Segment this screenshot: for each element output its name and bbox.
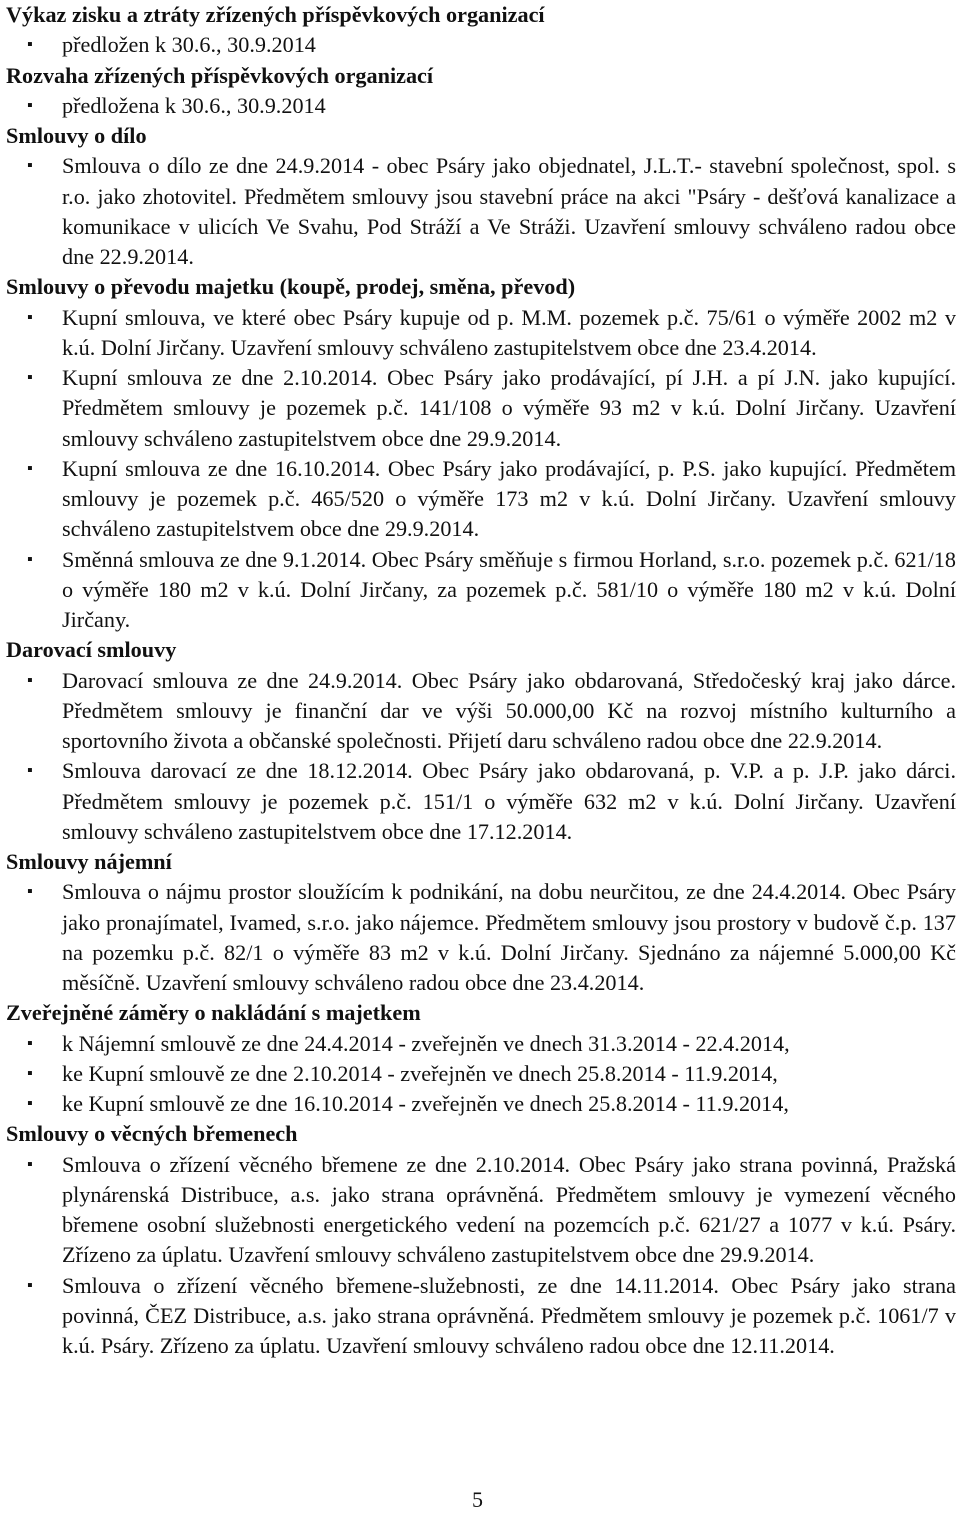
bullet-icon: ▪ xyxy=(27,96,33,114)
list-item-text: předložena k 30.6., 30.9.2014 xyxy=(62,92,326,118)
list-item xyxy=(6,1089,956,1119)
list-item-text: předložen k 30.6., 30.9.2014 xyxy=(62,32,316,58)
list-item xyxy=(6,545,956,636)
list-item xyxy=(6,363,956,454)
bullet-icon: ▪ xyxy=(27,1064,33,1082)
section-heading-vecna-bremena: Smlouvy o věcných břemenech xyxy=(6,1121,298,1147)
list-item xyxy=(6,1150,956,1271)
section-heading-prevod-majetku: Smlouvy o převodu majetku (koupě, prodej, směna, převod) xyxy=(6,274,576,300)
list-item-text: Kupní smlouva ze dne 16.10.2014. Obec Psáry jako prodávající, p. P.S. jako kupující. Předmětem smlouvy je pozemek p.č. 465/520 o výměře 173 m2 v k.ú. Dolní Jirčany. Uzavření smlouvy schváleno zastupitelstvem obce dne 29.9.2014. xyxy=(62,455,956,542)
list-item-text: Smlouva o zřízení věcného břemene ze dne 2.10.2014. Obec Psáry jako strana povinná, Pražská plynárenská Distribuce, a.s. jako strana oprávněná. Předmětem smlouvy je vymezení věcného břemene osobní služebnosti energetického vedení na pozemcích p.č. 621/27 a 1077 v k.ú. Psáry. Zřízeno za úplatu. Uzavření smlouvy schváleno zastupitelstvem obce dne 29.9.2014. xyxy=(62,1151,956,1268)
list-item xyxy=(6,666,956,757)
bullet-icon: ▪ xyxy=(27,1276,33,1294)
bullet-icon: ▪ xyxy=(27,157,33,175)
section-heading-najemni-smlouvy: Smlouvy nájemní xyxy=(6,849,172,874)
list-item-text: Smlouva o nájmu prostor sloužícím k podnikání, na dobu neurčitou, ze dne 24.4.2014. Obec Psáry jako pronajímatel, Ivamed, s.r.o. jako nájemce. Předmětem smlouvy jsou prostory v budově č.p. 137 na pozemku p.č. 82/1 o výměře 83 m2 v k.ú. Dolní Jirčany. Sjednáno za nájemné 5.000,00 Kč měsíčně. Uzavření smlouvy schváleno radou obce dne 23.4.2014. xyxy=(62,879,956,995)
list-item-text: Smlouva o dílo ze dne 24.9.2014 - obec Psáry jako objednatel, J.L.T.- stavební společnost, spol. s r.o. jako zhotovitel. Předmětem smlouvy jsou stavební práce na akci "Psáry - dešťová kanalizace a komunikace v ulicích Ve Svahu, Pod Stráží a Ve Stráži. Uzavření smlouvy schváleno radou obce dne 22.9.2014. xyxy=(62,153,956,269)
section-heading-rozvaha: Rozvaha zřízených příspěvkových organizací xyxy=(6,62,434,88)
list-item-text: Směnná smlouva ze dne 9.1.2014. Obec Psáry směňuje s firmou Horland, s.r.o. pozemek p.č. 621/18 o výměře 180 m2 v k.ú. Dolní Jirčany, za pozemek p.č. 581/10 o výměře 180 m2 v k.ú. Dolní Jirčany. xyxy=(62,546,956,632)
section-heading-smlouvy-o-dilo: Smlouvy o dílo xyxy=(6,123,147,148)
list-item xyxy=(6,877,956,998)
bullet-icon: ▪ xyxy=(27,308,33,326)
list-item xyxy=(6,30,956,60)
bullet-icon: ▪ xyxy=(27,550,33,568)
bullet-icon: ▪ xyxy=(27,369,33,386)
list-item-text: Smlouva darovací ze dne 18.12.2014. Obec Psáry jako obdarovaná, p. V.P. a p. J.P. jako dárci. Předmětem smlouvy je pozemek p.č. 151/1 o výměře 632 m2 v k.ú. Dolní Jirčany. Uzavření smlouvy schváleno zastupitelstvem obce dne 17.12.2014. xyxy=(62,758,956,844)
list-item-text: ke Kupní smlouvě ze dne 2.10.2014 - zveřejněn ve dnech 25.8.2014 - 11.9.2014, xyxy=(62,1060,778,1086)
bullet-icon: ▪ xyxy=(27,459,33,477)
section-heading-zverejnene-zamery: Zveřejněné záměry o nakládání s majetkem xyxy=(6,1000,421,1026)
page-number: 5 xyxy=(472,1487,483,1512)
bullet-icon: ▪ xyxy=(27,1095,33,1112)
bullet-icon: ▪ xyxy=(27,1155,33,1173)
list-item xyxy=(6,454,956,545)
list-item xyxy=(6,151,956,272)
bullet-icon: ▪ xyxy=(27,1034,33,1052)
list-item-text: Kupní smlouva, ve které obec Psáry kupuje od p. M.M. pozemek p.č. 75/61 o výměře 2002 m2 v k.ú. Dolní Jirčany. Uzavření smlouvy schváleno zastupitelstvem obce dne 23.4.2014. xyxy=(62,304,956,360)
list-item-text: Smlouva o zřízení věcného břemene-služebnosti, ze dne 14.11.2014. Obec Psáry jako strana povinná, ČEZ Distribuce, a.s. jako strana oprávněná. Předmětem smlouvy je pozemek p.č. 1061/7 v k.ú. Psáry. Zřízeno za úplatu. Uzavření smlouvy schváleno radou obce dne 12.11.2014. xyxy=(62,1272,956,1358)
bullet-icon: ▪ xyxy=(27,762,33,780)
list-item xyxy=(6,303,956,364)
bullet-icon: ▪ xyxy=(27,883,33,901)
list-item xyxy=(6,756,956,847)
bullet-icon: ▪ xyxy=(27,671,33,689)
list-item-text: Darovací smlouva ze dne 24.9.2014. Obec Psáry jako obdarovaná, Středočeský kraj jako dárce. Předmětem smlouvy je finanční dar ve výši 50.000,00 Kč na rozvoj místního kulturního a sportovního života a občanské společnosti. Přijetí daru schváleno radou obce dne 22.9.2014. xyxy=(62,667,956,753)
list-item xyxy=(6,91,956,121)
list-item-text: Kupní smlouva ze dne 2.10.2014. Obec Psáry jako prodávající, pí J.H. a pí J.N. jako kupující. Předmětem smlouvy je pozemek p.č. 141/108 o výměře 93 m2 v k.ú. Dolní Jirčany. Uzavření smlouvy schváleno zastupitelstvem obce dne 29.9.2014. xyxy=(62,365,956,451)
list-item-text: k Nájemní smlouvě ze dne 24.4.2014 - zveřejněn ve dnech 31.3.2014 - 22.4.2014, xyxy=(62,1030,790,1056)
document-content xyxy=(6,0,956,1361)
list-item xyxy=(6,1271,956,1362)
section-heading-vykaz: Výkaz zisku a ztráty zřízených příspěvkových organizací xyxy=(6,2,545,27)
bullet-icon: ▪ xyxy=(27,36,33,54)
section-heading-darovaci-smlouvy: Darovací smlouvy xyxy=(6,637,177,663)
list-item xyxy=(6,1029,956,1059)
list-item xyxy=(6,1059,956,1089)
list-item-text: ke Kupní smlouvě ze dne 16.10.2014 - zveřejněn ve dnech 25.8.2014 - 11.9.2014, xyxy=(62,1091,789,1116)
